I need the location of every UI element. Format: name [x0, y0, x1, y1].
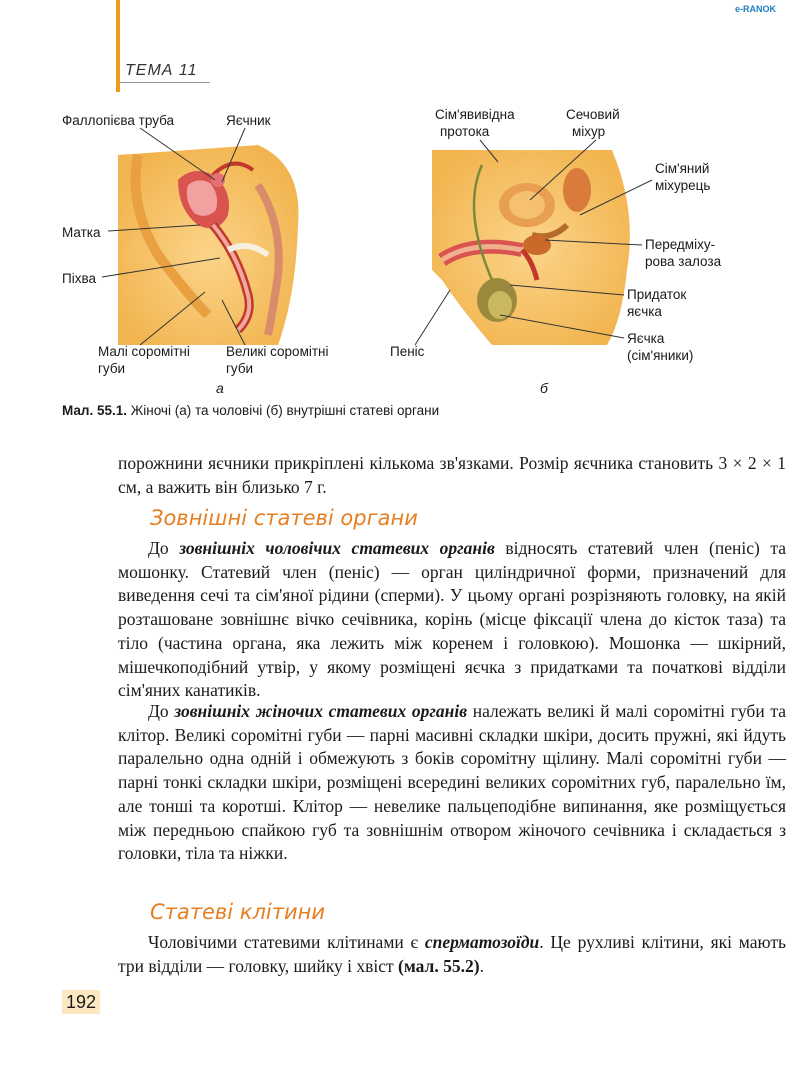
- p4-term: сперматозоїди: [424, 932, 540, 952]
- label-labia-minora-2: губи: [98, 361, 126, 376]
- label-testes-1: Яєчка: [627, 331, 665, 346]
- label-labia-majora-1: Великі соромітні: [226, 344, 329, 359]
- label-epididymis-1: Придаток: [627, 287, 687, 302]
- p2-term: зовнішніх чоловічих статевих органів: [179, 538, 495, 558]
- label-uterus: Матка: [62, 225, 101, 240]
- paragraph-ovary-size: порожнини яєчники прикріплені кількома зв'язками. Розмір яєчника становить 3 × 2 × 1 см, а важить він близько 7 г.: [118, 453, 786, 497]
- figure-caption: [62, 403, 439, 418]
- figure-letter-b: б: [540, 380, 548, 396]
- caption-number: Мал. 55.1.: [62, 403, 128, 418]
- label-labia-minora-1: Малі соромітні: [98, 344, 190, 359]
- caption-text: Жіночі (а) та чоловічі (б) внутрішні статеві органи: [127, 403, 440, 418]
- p4-mid: . Це рухливі клітини, які мають три відділи — головку, шийку і хвіст: [118, 932, 786, 976]
- p2-start: До: [148, 538, 180, 558]
- label-vas-deferens-1: Сім'явивідна: [435, 107, 515, 122]
- section-heading-sex-cells: Статеві клітини: [150, 900, 326, 924]
- label-seminal-vesicle-1: Сім'яний: [655, 161, 710, 176]
- p3-rest: належать великі й малі соромітні губи та клітор. Великі соромітні губи — парні масивні складки шкіри, досить пружні, які йдуть паралельно одна одній і обмежують з боків соромітну щілину. Малі соромітні губи — парні тонкі складки шкіри, розміщені всередині великих соромітних губ, паралельно їм, але тонші та коротші. Клітор — невелике пальцеподібне випинання, яке розміщується між передньою спайкою губ та зовнішнім отвором жіночого сечівника і складається з головки, тіла та ніжки.: [118, 701, 787, 864]
- label-epididymis-2: яєчка: [627, 304, 662, 319]
- label-bladder-1: Сечовий: [566, 107, 620, 122]
- p3-term: зовнішніх жіночих статевих органів: [174, 701, 468, 721]
- label-prostate-2: рова залоза: [645, 254, 722, 269]
- label-penis: Пеніс: [390, 344, 425, 359]
- page-number: 192: [62, 990, 100, 1014]
- theme-title: ТЕМА 11: [125, 62, 198, 79]
- label-bladder-2: міхур: [572, 124, 606, 139]
- male-leader-lines: [0, 0, 800, 420]
- figure-letter-a: а: [216, 380, 224, 396]
- p4-figure-ref: (мал. 55.2): [398, 955, 480, 976]
- label-fallopian-tube: Фаллопієва труба: [62, 113, 175, 128]
- p3-start: До: [148, 701, 175, 721]
- paragraph-female-external: [118, 700, 786, 866]
- p4-start: Чоловічими статевими клітинами є: [148, 932, 425, 952]
- section-heading-external-organs: Зовнішні статеві органи: [150, 506, 418, 530]
- label-vagina: Піхва: [62, 271, 96, 286]
- label-labia-majora-2: губи: [226, 361, 254, 376]
- label-seminal-vesicle-2: міхурець: [655, 178, 711, 193]
- label-ovary: Яєчник: [226, 113, 271, 128]
- publisher-logo: e-RANOK: [735, 4, 777, 14]
- label-vas-deferens-2: протока: [440, 124, 490, 139]
- label-testes-2: (сім'яники): [627, 348, 694, 363]
- p2-rest: відносять статевий член (пеніс) та мошонку. Статевий член (пеніс) — орган циліндричної форми, призначений для виведення сечі та сім'яної рідини (сперми). У цьому органі розрізняють головку, на якій розташоване зовнішнє вічко сечівника, корінь (місце фіксації члена до кісток таза) та тіло (частина органа, яка лежить між коренем і головкою). Мошонка — шкірний, мішечкоподібний утвір, у якому розміщені яєчка з придатками та початкові відділи сім'яних канатиків.: [118, 538, 786, 701]
- label-prostate-1: Передміху-: [645, 237, 716, 252]
- paragraph-male-external: [118, 537, 786, 703]
- p4-end: .: [479, 955, 484, 976]
- paragraph-sex-cells: [118, 931, 786, 978]
